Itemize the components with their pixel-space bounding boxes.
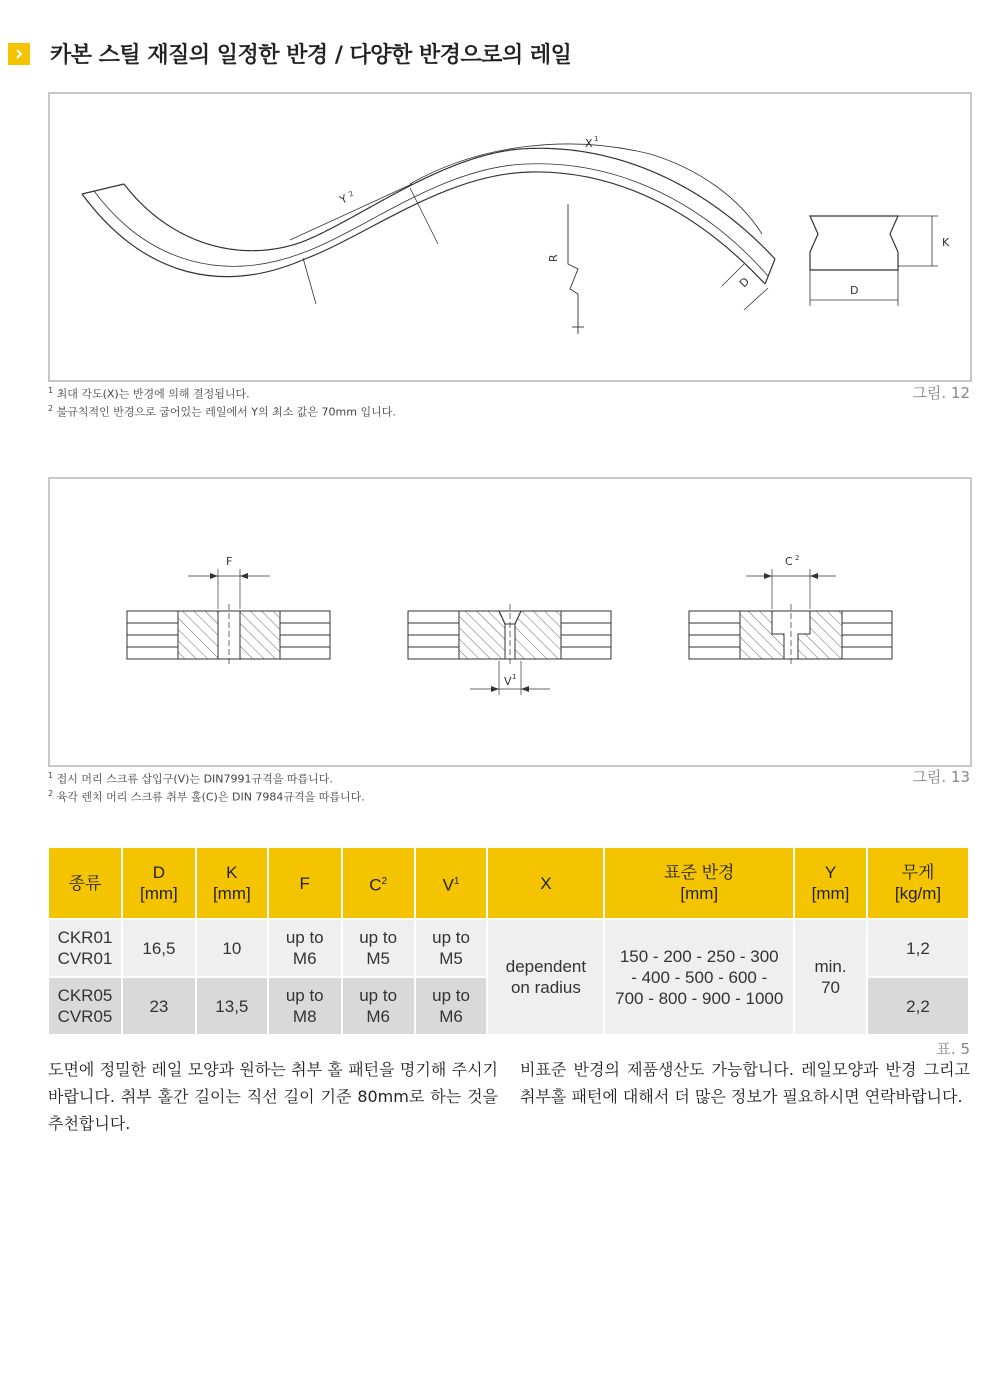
cell-v: up to M5 xyxy=(416,920,487,976)
section-d-label: D xyxy=(850,284,859,297)
dim-f-label: F xyxy=(226,555,233,568)
page-title: 카본 스틸 재질의 일정한 반경 / 다양한 반경으로의 레일 xyxy=(50,43,572,68)
cell-type: CKR01 CVR01 xyxy=(49,920,121,976)
header-k: K [mm] xyxy=(197,848,267,918)
header-weight: 무게 [kg/m] xyxy=(868,848,968,918)
dim-d-label: D xyxy=(736,274,753,291)
cell-c: up to M5 xyxy=(343,920,414,976)
section-k-label: K xyxy=(942,236,950,249)
dim-c-sup: 2 xyxy=(795,554,800,562)
cell-radius: 150 - 200 - 250 - 300 - 400 - 500 - 600 - 700 - 800 - 900 - 1000 xyxy=(605,920,793,1034)
header-x: X xyxy=(488,848,603,918)
footnote: $^1$ 접시 머리 스크류 삽입구(V)는 DIN7991규격을 따릅니다. xyxy=(48,771,333,786)
figure-12-curved-rail xyxy=(48,92,972,382)
cell-d: 23 xyxy=(123,978,195,1034)
header-v: $V^1$ xyxy=(416,848,487,918)
cell-f: up to M8 xyxy=(269,978,341,1034)
header-c: $C^2$ xyxy=(343,848,414,918)
header-d: D [mm] xyxy=(123,848,195,918)
curved-rail-drawing xyxy=(50,94,970,380)
cell-k: 10 xyxy=(197,920,267,976)
figure-13-footnotes xyxy=(48,769,365,804)
dim-x-sup: 1 xyxy=(594,135,599,143)
dim-c-label: C xyxy=(785,555,793,568)
dim-y-sup: 2 xyxy=(347,189,355,199)
table-row xyxy=(49,920,968,976)
spec-table xyxy=(47,846,970,1036)
cell-y: min. 70 xyxy=(795,920,866,1034)
header-f: F xyxy=(269,848,341,918)
cell-weight: 1,2 xyxy=(868,920,968,976)
chevron-right-icon xyxy=(8,43,30,65)
figure-13-label: 그림. 13 xyxy=(912,768,970,786)
cell-f: up to M6 xyxy=(269,920,341,976)
dim-y-label: Y xyxy=(337,192,350,207)
cell-type: CKR05 CVR05 xyxy=(49,978,121,1034)
table-header-row xyxy=(49,848,968,918)
header-type: 종류 xyxy=(49,848,121,918)
dim-v-sup: 1 xyxy=(512,673,517,681)
header-radius: 표준 반경 [mm] xyxy=(605,848,793,918)
table-label: 표. 5 xyxy=(936,1040,970,1058)
dim-r-label: R xyxy=(547,254,560,262)
footnote: $^1$ 최대 각도(X)는 반경에 의해 결정됩니다. xyxy=(48,386,250,401)
figure-12-footnotes xyxy=(48,384,396,419)
paragraph-right: 비표준 반경의 제품생산도 가능합니다. 레일모양과 반경 그리고 취부홀 패턴에 대해서 더 많은 정보가 필요하시면 연락바랍니다. xyxy=(520,1060,970,1106)
cell-d: 16,5 xyxy=(123,920,195,976)
dim-v-label: V xyxy=(504,675,512,688)
cell-v: up to M6 xyxy=(416,978,487,1034)
header-y: Y [mm] xyxy=(795,848,866,918)
cell-x: dependent on radius xyxy=(488,920,603,1034)
figure-12-label: 그림. 12 xyxy=(912,384,970,402)
cell-c: up to M6 xyxy=(343,978,414,1034)
hole-pattern-drawing xyxy=(50,479,970,765)
footnote: $^2$ 불규칙적인 반경으로 굽어있는 레일에서 Y의 최소 값은 70mm 입니다. xyxy=(48,403,396,419)
cell-k: 13,5 xyxy=(197,978,267,1034)
cell-weight: 2,2 xyxy=(868,978,968,1034)
dim-x-label: X xyxy=(585,137,593,150)
figure-13-hole-patterns xyxy=(48,477,972,767)
section-header xyxy=(8,38,571,69)
paragraph-left: 도면에 정밀한 레일 모양과 원하는 취부 홀 패턴을 명기해 주시기 바랍니다. 취부 홀간 길이는 직선 길이 기준 80mm로 하는 것을 추천합니다. xyxy=(48,1060,498,1133)
footnote: $^2$ 육각 렌치 머리 스크류 취부 홀(C)은 DIN 7984규격을 따릅니다. xyxy=(48,788,365,804)
